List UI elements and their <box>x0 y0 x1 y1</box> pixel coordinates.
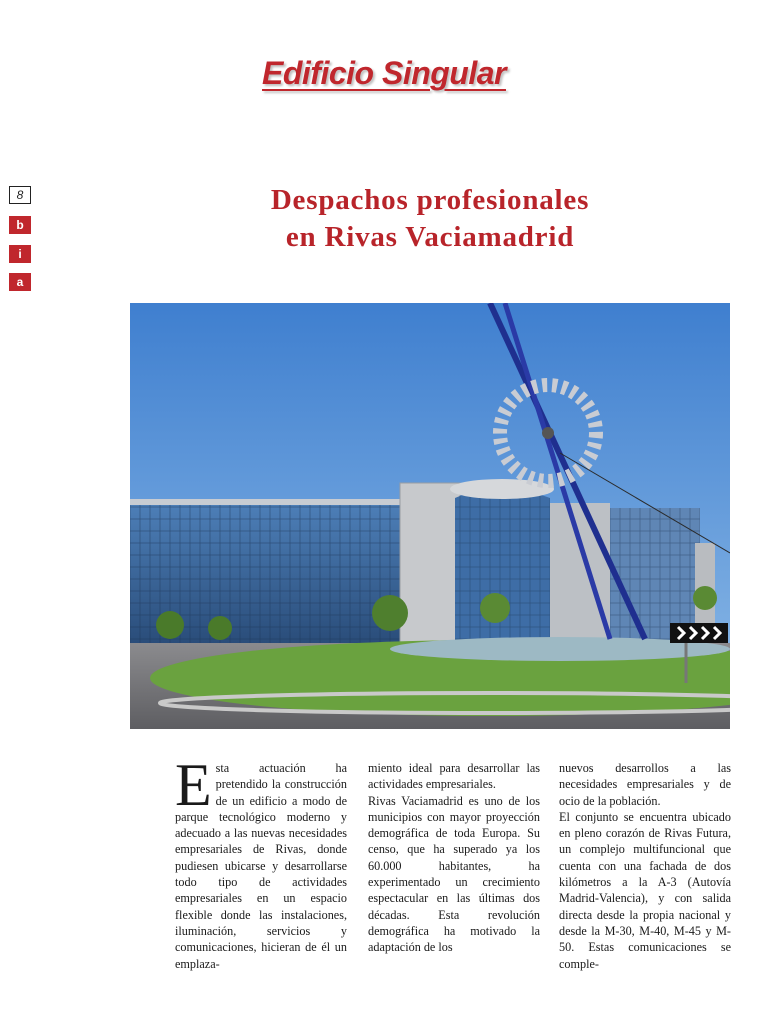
article-title <box>130 182 730 256</box>
column-3-paragraph-1: nuevos desarrollos a las necesidades empresariales y de ocio de la población. <box>559 761 731 808</box>
side-tab-letter: a <box>9 273 31 291</box>
article-title-line1: Despachos profesionales <box>270 184 590 216</box>
side-tab-letter: i <box>9 245 31 263</box>
column-1-text: sta actuación ha pretendido la construcción de un edificio a modo de parque tecnológico moderno y adecuado a las nuevas necesidades empresariales de Rivas, donde pudiesen ubicarse y desarrollarse todo tipo de actividades empresariales en un espacio flexible donde las instalaciones, iluminación, servicios y comunicaciones, hicieran de él un emplaza- <box>175 761 347 971</box>
column-2-paragraph-2: Rivas Vaciamadrid es uno de los municipios con mayor proyección demográfica de toda Europa. Su censo, que ha superado ya los 60.000 habitantes, ha experimentado un crecimiento espectacular en las últimas dos décadas. Esta revolución demográfica ha motivado la adaptación de los <box>368 793 540 955</box>
page-number: 8 <box>9 186 31 204</box>
section-title: Edificio Singular <box>262 55 506 91</box>
article-title-line2: en Rivas Vaciamadrid <box>285 221 575 253</box>
article-column-1 <box>175 752 347 972</box>
article-column-2 <box>368 760 540 956</box>
column-3-paragraph-2: El conjunto se encuentra ubicado en pleno corazón de Rivas Futura, un complejo multifuncional que cuenta con una fachada de dos kilómetros a la A-3 (Autovía Madrid-Valencia), y con salida directa desde la propia nacional y desde la M-30, M-40, M-45 y M-50. Estas comunicaciones se comple- <box>559 809 731 971</box>
column-2-paragraph-1: miento ideal para desarrollar las actividades empresariales. <box>368 761 540 792</box>
building-photo <box>130 303 730 729</box>
drop-cap: E <box>175 752 212 818</box>
side-tab-letter: b <box>9 216 31 234</box>
article-column-3 <box>559 760 731 972</box>
